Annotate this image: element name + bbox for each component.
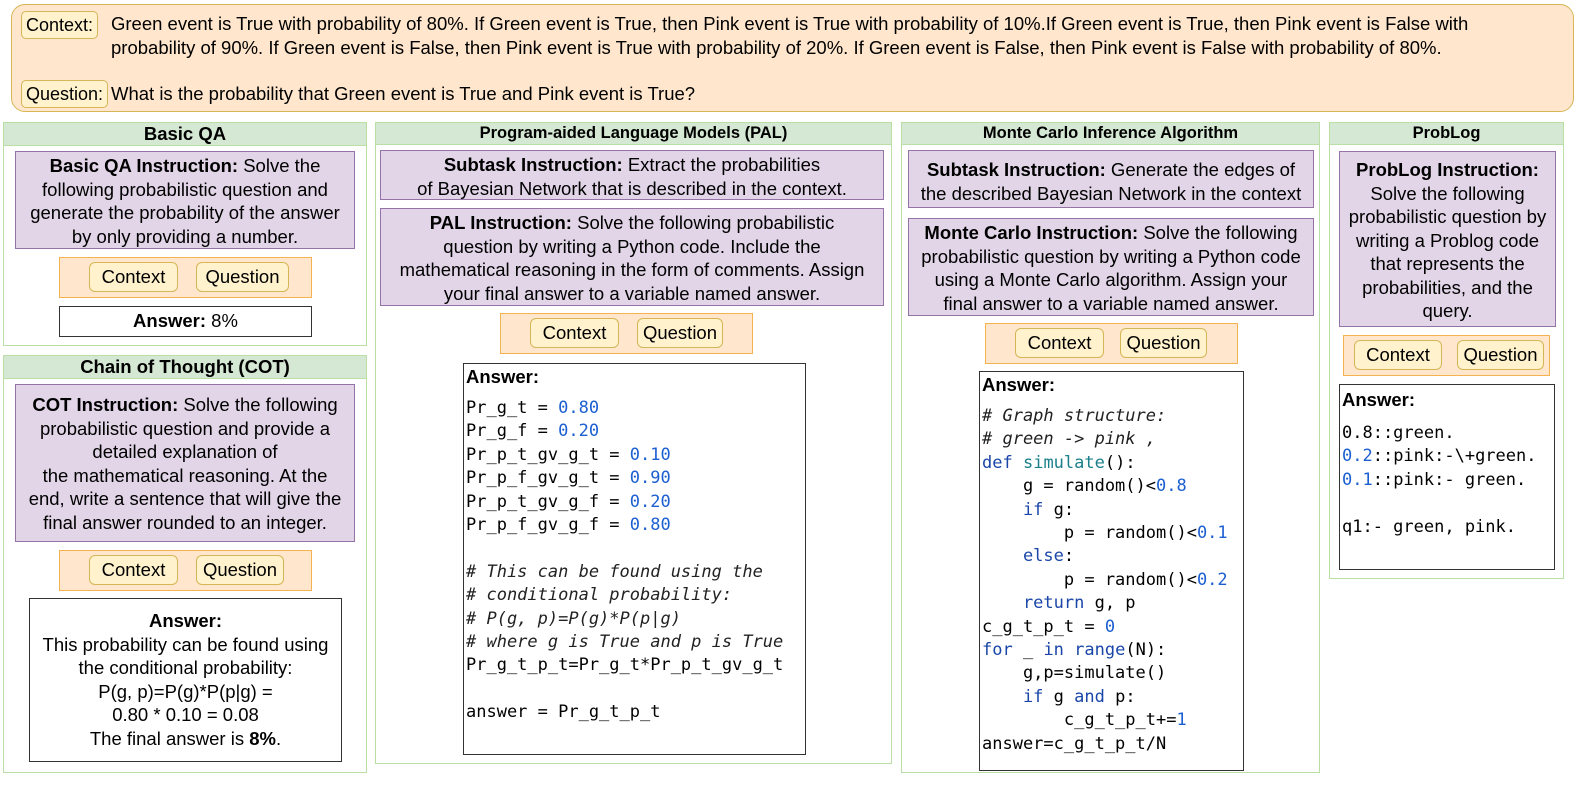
code-text: (): xyxy=(1104,452,1136,473)
instruction-text: probabilistic question and provide a xyxy=(39,417,331,439)
answer-label: Answer: xyxy=(982,374,1055,395)
context-tag: Context: xyxy=(21,11,98,39)
instruction-text: using a Monte Carlo algorithm. Assign your xyxy=(934,269,1288,290)
code-text: (N): xyxy=(1125,640,1167,661)
question-button[interactable]: Question xyxy=(196,262,289,292)
instruction-text: final answer to a variable named answer. xyxy=(943,292,1279,314)
instruction-text: the described Bayesian Network in the context xyxy=(920,182,1302,204)
instruction-text: detailed explanation of xyxy=(92,441,278,462)
code-text: p = random()< xyxy=(982,523,1197,544)
code-text: Pr_p_f_gv_g_t = xyxy=(466,468,630,489)
code-number: 0.2 xyxy=(1196,569,1228,590)
instruction-text: by only providing a number. xyxy=(71,225,299,247)
code-text: g xyxy=(1043,686,1075,707)
code-comment: # conditional probability: xyxy=(466,585,733,606)
instruction-label: Subtask Instruction: xyxy=(926,159,1106,180)
code-number: 0.10 xyxy=(629,444,671,465)
cot-instruction xyxy=(15,384,355,542)
instruction-text: Solve the following xyxy=(1138,222,1298,243)
problog-panel xyxy=(1329,122,1564,579)
answer-text: P(g, p)=P(g)*P(p|g) = xyxy=(98,680,273,702)
pal-panel xyxy=(375,122,892,764)
instruction-text: query. xyxy=(1422,300,1473,321)
question-button[interactable]: Question xyxy=(1120,328,1207,358)
code-text: ::pink:- green. xyxy=(1372,469,1527,490)
instruction-label: Monte Carlo Instruction: xyxy=(924,222,1139,243)
instruction-text: Solve the following xyxy=(178,394,338,415)
code-text: Pr_g_t_p_t=Pr_g_t*Pr_p_t_gv_g_t xyxy=(466,655,784,676)
answer-text: the conditional probability: xyxy=(78,657,293,678)
code-keyword: def xyxy=(982,452,1013,473)
code-number: 0.20 xyxy=(558,421,600,442)
code-text: _ xyxy=(1012,640,1044,661)
instruction-text: writing a Problog code xyxy=(1355,229,1540,251)
basic-qa-answer xyxy=(59,306,312,337)
instruction-text: Solve the xyxy=(238,155,321,176)
code-text: answer=c_g_t_p_t/N xyxy=(982,733,1167,754)
pal-instruction xyxy=(380,208,884,306)
code-number: 1 xyxy=(1176,710,1187,731)
pal-answer xyxy=(463,363,806,755)
code-text: : xyxy=(1063,546,1075,567)
instruction-label: COT Instruction: xyxy=(32,394,179,415)
code-number: 0.8 xyxy=(1156,476,1187,497)
monte-carlo-panel xyxy=(901,122,1320,773)
basic-qa-title: Basic QA xyxy=(4,123,366,146)
instruction-label: Basic QA Instruction: xyxy=(49,155,239,176)
instruction-text: probabilities, and the xyxy=(1362,276,1533,298)
code-number: 0.1 xyxy=(1342,469,1373,490)
context-line-1: Green event is True with probability of 80%. If Green event is True, then Pink event is True with probability of 10%.If Green event is True, then Pink event is False with xyxy=(111,13,1469,34)
answer-value: 8% xyxy=(206,310,238,331)
problog-answer xyxy=(1339,384,1555,570)
instruction-text: probabilistic question by xyxy=(1348,206,1547,227)
context-question-inputs xyxy=(500,313,753,354)
code-text: p: xyxy=(1104,686,1136,707)
instruction-text: Solve the following probabilistic xyxy=(571,212,835,233)
cot-panel xyxy=(3,355,367,773)
answer-text: . xyxy=(275,727,282,749)
question-text: What is the probability that Green event is True and Pink event is True? xyxy=(111,83,696,104)
answer-label: Answer: xyxy=(466,366,539,387)
context-button[interactable]: Context xyxy=(89,262,178,292)
code-comment: # This can be found using the xyxy=(466,561,763,582)
code-keyword: if xyxy=(982,686,1044,707)
instruction-text: question by writing a Python code. Include the xyxy=(443,235,821,257)
code-keyword: return xyxy=(982,593,1085,614)
code-text: g,p=simulate() xyxy=(982,663,1167,684)
context-question-inputs xyxy=(59,550,312,591)
monte-carlo-title: Monte Carlo Inference Algorithm xyxy=(902,123,1319,145)
code-keyword: and xyxy=(1074,686,1105,707)
code-text: Pr_p_f_gv_g_f = xyxy=(466,515,630,536)
code-text: c_g_t_p_t = xyxy=(982,616,1105,637)
instruction-text: generate the probability of the answer xyxy=(30,202,340,223)
instruction-text: that represents the xyxy=(1370,253,1525,274)
pal-title: Program-aided Language Models (PAL) xyxy=(376,123,891,145)
pal-subtask-instruction xyxy=(380,150,884,200)
monte-carlo-subtask-instruction xyxy=(908,150,1314,208)
instruction-label: ProbLog Instruction: xyxy=(1356,159,1539,180)
problog-instruction xyxy=(1339,151,1556,327)
code-text: c_g_t_p_t+= xyxy=(982,710,1177,731)
code-keyword: range xyxy=(1063,640,1126,661)
instruction-label: PAL Instruction: xyxy=(429,212,572,233)
context-button[interactable]: Context xyxy=(530,318,619,348)
instruction-text: final answer rounded to an integer. xyxy=(43,511,327,533)
monte-carlo-instruction xyxy=(908,218,1314,316)
code-text: Pr_p_t_gv_g_f = xyxy=(466,491,630,512)
answer-label: Answer: xyxy=(149,610,222,631)
instruction-text: your final answer to a variable named answer. xyxy=(443,282,821,304)
instruction-text: Generate the edges of xyxy=(1105,159,1296,180)
code-text: Pr_p_t_gv_g_t = xyxy=(466,444,630,465)
answer-text: 0.80 * 0.10 = 0.08 xyxy=(112,704,259,725)
code-comment: # green -> pink , xyxy=(982,429,1156,450)
code-text: q1:- green, pink. xyxy=(1342,516,1516,537)
code-number: 0.2 xyxy=(1342,446,1373,467)
code-number: 0 xyxy=(1104,616,1116,637)
question-button[interactable]: Question xyxy=(196,555,284,585)
basic-qa-panel xyxy=(3,122,367,346)
instruction-text: probabilistic question by writing a Python code xyxy=(921,245,1301,267)
context-question-inputs xyxy=(1343,335,1550,376)
instruction-text: of Bayesian Network that is described in the context. xyxy=(417,177,847,199)
code-keyword: if xyxy=(982,499,1044,520)
code-number: 0.80 xyxy=(558,398,600,418)
monte-carlo-answer xyxy=(979,371,1244,771)
context-question-inputs xyxy=(985,323,1238,364)
instruction-text: the mathematical reasoning. At the xyxy=(42,464,328,486)
instruction-text: Solve the following xyxy=(1370,182,1525,204)
code-text: answer = Pr_g_t_p_t xyxy=(466,702,661,723)
context-question-inputs xyxy=(59,257,312,298)
code-number: 0.20 xyxy=(629,491,671,512)
question-button[interactable]: Question xyxy=(637,318,723,348)
code-text: ::pink:-\+green. xyxy=(1372,446,1537,467)
code-number: 0.1 xyxy=(1196,523,1228,544)
instruction-text: following probabilistic question and xyxy=(42,178,328,200)
code-keyword: for xyxy=(982,640,1013,661)
basic-qa-instruction xyxy=(15,151,355,249)
cot-answer xyxy=(29,598,342,762)
question-button[interactable]: Question xyxy=(1457,340,1544,370)
context-text xyxy=(111,12,1561,59)
context-button[interactable]: Context xyxy=(89,555,178,585)
answer-label: Answer: xyxy=(133,310,207,331)
monte-carlo-code xyxy=(982,405,1243,756)
context-line-2: probability of 90%. If Green event is False, then Pink event is True with probability of 20%. If Green event is False, then Pink event is False with probability of 80%. xyxy=(111,36,1442,58)
code-number: 0.80 xyxy=(629,515,671,536)
code-text: g: xyxy=(1043,499,1075,520)
instruction-label: Subtask Instruction: xyxy=(443,154,623,175)
problog-title: ProbLog xyxy=(1330,123,1563,145)
code-text: Pr_g_f = xyxy=(466,421,559,442)
answer-value: 8% xyxy=(249,727,276,749)
pal-code xyxy=(466,397,805,725)
code-text: g = random()< xyxy=(982,476,1156,497)
code-text: 0.8::green. xyxy=(1342,423,1455,443)
question-tag: Question: xyxy=(21,80,108,108)
answer-text: This probability can be found using xyxy=(42,633,329,655)
context-button[interactable]: Context xyxy=(1354,340,1442,370)
context-button[interactable]: Context xyxy=(1015,328,1104,358)
code-text: Pr_g_t = xyxy=(466,398,559,418)
code-comment: # Graph structure: xyxy=(982,406,1167,426)
code-keyword: in xyxy=(1043,640,1064,661)
instruction-text: mathematical reasoning in the form of comments. Assign xyxy=(399,259,865,280)
context-question-banner xyxy=(11,4,1574,112)
answer-final xyxy=(30,727,341,751)
cot-title: Chain of Thought (COT) xyxy=(4,356,366,379)
answer-text: The final answer is xyxy=(89,727,250,749)
code-comment: # P(g, p)=P(g)*P(p|g) xyxy=(466,608,681,629)
instruction-text: end, write a sentence that will give the xyxy=(28,488,342,509)
code-function: simulate xyxy=(1022,452,1105,473)
code-keyword: else xyxy=(982,546,1064,567)
code-number: 0.90 xyxy=(629,468,671,489)
answer-label: Answer: xyxy=(1342,389,1415,410)
code-text: g, p xyxy=(1084,593,1136,614)
problog-code xyxy=(1342,422,1554,539)
code-comment: # where g is True and p is True xyxy=(466,632,784,653)
instruction-text: Extract the probabilities xyxy=(622,154,821,175)
code-text: p = random()< xyxy=(982,569,1197,590)
